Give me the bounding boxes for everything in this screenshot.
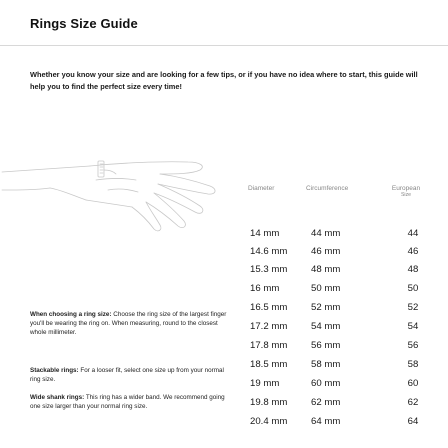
diameter-cell: 16.5 mm xyxy=(250,302,288,313)
circumference-cell: 60 mm xyxy=(311,378,341,389)
table-row xyxy=(0,246,448,264)
diameter-cell: 19.8 mm xyxy=(250,397,288,408)
diameter-cell: 19 mm xyxy=(250,378,280,389)
circumference-cell: 52 mm xyxy=(311,302,341,313)
european-size-cell: 58 xyxy=(407,359,419,370)
tip-ring-size xyxy=(30,311,230,337)
european-header-label: European xyxy=(391,185,421,192)
european-size-cell: 62 xyxy=(407,397,419,408)
european-size-cell: 56 xyxy=(407,340,419,351)
tip-text: This ring has a wider band. We recommend going one size larger than your normal ring size. xyxy=(30,394,225,410)
tip-label: Stackable rings: xyxy=(30,367,79,374)
circumference-cell: 64 mm xyxy=(311,416,341,427)
diameter-cell: 17.2 mm xyxy=(250,321,288,332)
circumference-cell: 44 mm xyxy=(311,228,341,239)
european-size-cell: 54 xyxy=(407,321,419,332)
diameter-cell: 20.4 mm xyxy=(250,416,288,427)
circumference-header: Circumference xyxy=(306,185,349,192)
tip-stackable xyxy=(30,367,230,385)
european-size-header xyxy=(386,185,426,199)
tip-label: Wide shank rings: xyxy=(30,394,85,401)
circumference-cell: 48 mm xyxy=(311,264,341,275)
tip-label: When choosing a ring size: xyxy=(30,311,112,318)
circumference-cell: 50 mm xyxy=(311,283,341,294)
tip-text: For a looser fit, select one size up from your normal ring size. xyxy=(30,367,224,383)
diameter-cell: 14 mm xyxy=(250,228,280,239)
table-row xyxy=(0,228,448,246)
european-size-cell: 50 xyxy=(407,283,419,294)
european-size-cell: 52 xyxy=(407,302,419,313)
tip-wide-shank xyxy=(30,394,230,412)
circumference-cell: 56 mm xyxy=(311,340,341,351)
table-row xyxy=(0,264,448,282)
title-divider xyxy=(0,45,448,46)
page-title: Rings Size Guide xyxy=(30,16,138,31)
european-size-cell: 48 xyxy=(407,264,419,275)
european-size-cell: 44 xyxy=(407,228,419,239)
diameter-cell: 17.8 mm xyxy=(250,340,288,351)
table-row xyxy=(0,340,448,358)
circumference-cell: 54 mm xyxy=(311,321,341,332)
diameter-cell: 14.6 mm xyxy=(250,246,288,257)
diameter-cell: 15.3 mm xyxy=(250,264,288,275)
diameter-header: Diameter xyxy=(248,185,275,192)
intro-text: Whether you know your size and are looking for a few tips, or if you have no idea where to start, this guide will help you to find the perfect size every time! xyxy=(30,70,418,91)
european-size-cell: 64 xyxy=(407,416,419,427)
european-size-cell: 46 xyxy=(407,246,419,257)
european-size-cell: 60 xyxy=(407,378,419,389)
diameter-cell: 18.5 mm xyxy=(250,359,288,370)
circumference-cell: 58 mm xyxy=(311,359,341,370)
tip-text: Choose the ring size of the largest finger you'll be wearing the ring on. When measuring, round to the closest whole millimeter. xyxy=(30,311,227,336)
circumference-cell: 46 mm xyxy=(311,246,341,257)
table-row xyxy=(0,416,448,434)
european-header-sub: Size xyxy=(400,192,412,198)
diameter-cell: 16 mm xyxy=(250,283,280,294)
circumference-cell: 62 mm xyxy=(311,397,341,408)
table-row xyxy=(0,283,448,301)
